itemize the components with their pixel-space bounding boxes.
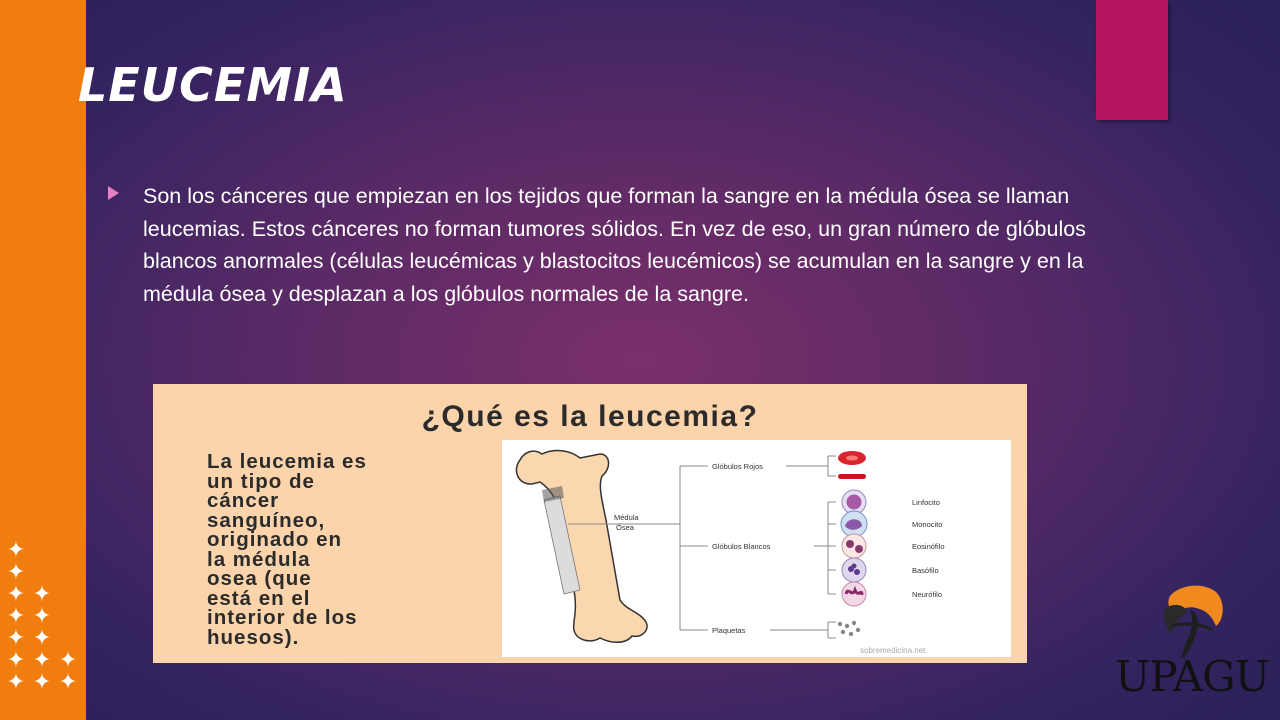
description-line: un tipo de xyxy=(207,469,315,493)
description-line: huesos). xyxy=(207,625,300,649)
sparkle-icon: ✦ xyxy=(6,538,26,563)
red-blood-cells xyxy=(838,451,866,479)
osea-label: Ósea xyxy=(616,523,634,532)
sparkle-icon: ✦ xyxy=(6,626,26,651)
globulos-blancos-label: Glóbulos Blancos xyxy=(712,542,771,551)
sparkle-icon: ✦ xyxy=(58,648,78,673)
neurofilo-label: Neurófilo xyxy=(912,590,943,599)
basofilo-label: Basófilo xyxy=(912,566,939,575)
triangle-right-icon xyxy=(108,186,119,200)
description-line: cáncer xyxy=(207,489,280,512)
bullet-text: Son los cánceres que empiezan en los tejidos que forman la sangre en la médula ósea se llaman leucemias. Estos cánceres no forman tumores sólidos. En vez de eso, un gran número de glóbulos blancos anormales (células leucémicas y blastocitos leucémicos) se acumulan en la sangre y en la médula ósea y desplazan a los glóbulos normales de la sangre. xyxy=(143,184,1086,306)
description-line: La leucemia es xyxy=(207,450,367,473)
globulos-rojos-label: Glóbulos Rojos xyxy=(712,462,763,471)
femur-bone xyxy=(516,451,647,643)
sparkle-decoration xyxy=(4,540,84,694)
linfocito-label: Linfocito xyxy=(912,498,940,507)
upagu-emblem-icon xyxy=(1112,580,1272,660)
sparkle-icon: ✦ xyxy=(6,604,26,629)
source-label: sobremedicina.net xyxy=(860,646,926,655)
bullet-item xyxy=(108,180,1098,310)
magenta-accent-block xyxy=(1096,0,1168,120)
white-blood-cells xyxy=(841,490,867,606)
sparkle-icon: ✦ xyxy=(6,648,26,673)
leukemia-figure xyxy=(153,384,1027,663)
left-orange-bar xyxy=(0,0,86,720)
figure-description xyxy=(207,452,497,647)
platelets xyxy=(838,621,860,636)
medula-label: Médula xyxy=(614,513,639,522)
monocito-label: Monocito xyxy=(912,520,943,529)
sparkle-icon: ✦ xyxy=(32,582,52,607)
sparkle-icon: ✦ xyxy=(6,582,26,607)
description-line: la médula xyxy=(207,547,311,571)
sparkle-icon: ✦ xyxy=(58,670,78,695)
description-line: osea (que xyxy=(207,567,312,590)
sparkle-icon: ✦ xyxy=(6,670,26,695)
sparkle-icon: ✦ xyxy=(6,560,26,585)
eosinofilo-label: Eosinófilo xyxy=(912,542,945,551)
sparkle-icon: ✦ xyxy=(32,604,52,629)
sparkle-icon: ✦ xyxy=(32,626,52,651)
description-line: interior de los xyxy=(207,606,358,629)
slide-title: LEUCEMIA xyxy=(78,58,348,112)
description-line: sanguíneo, xyxy=(207,508,326,532)
bone-diagram-svg xyxy=(502,440,1011,657)
description-line: originado en xyxy=(207,528,342,551)
logo-text: UPAGU xyxy=(1114,652,1270,701)
sparkle-icon: ✦ xyxy=(32,670,52,695)
upagu-logo xyxy=(1112,580,1272,710)
description-line: está en el xyxy=(207,586,311,610)
figure-title: ¿Qué es la leucemia? xyxy=(421,400,759,433)
plaquetas-label: Plaquetas xyxy=(712,626,746,635)
sparkle-icon: ✦ xyxy=(32,648,52,673)
bone-diagram xyxy=(502,440,1011,657)
